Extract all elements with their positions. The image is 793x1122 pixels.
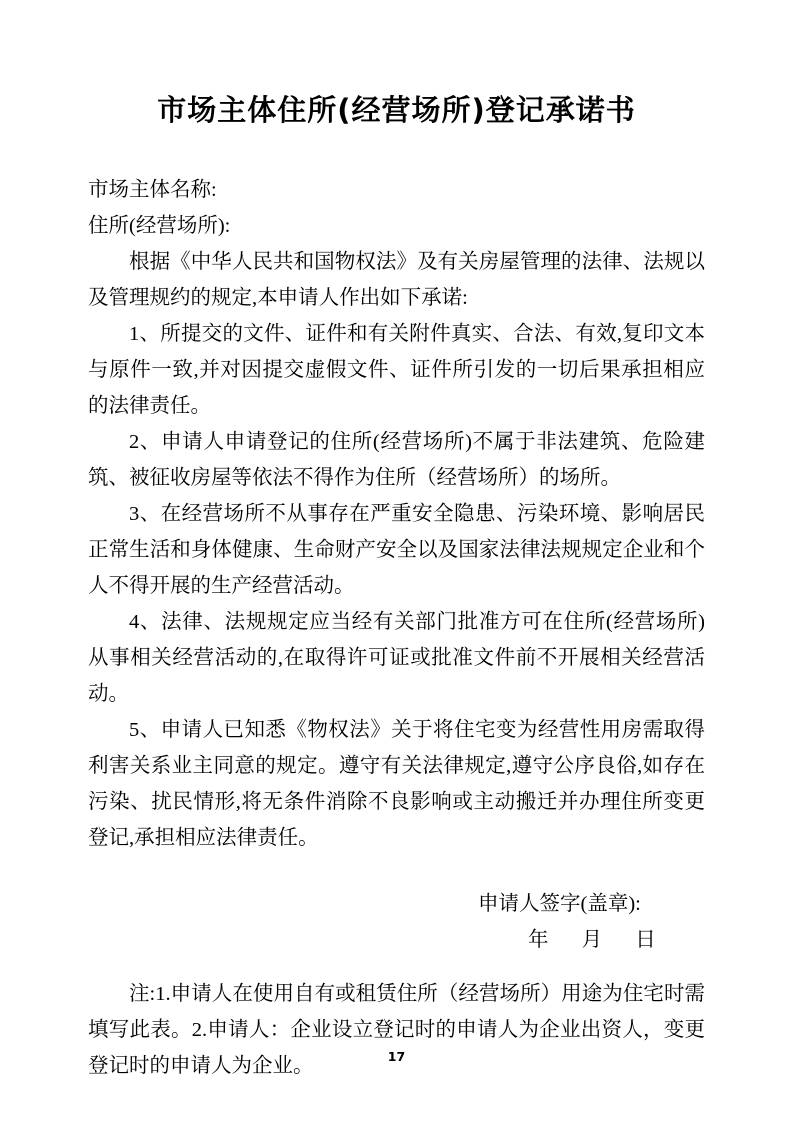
document-body [88,172,705,856]
clause-1: 1、所提交的文件、证件和有关附件真实、合法、有效,复印文本与原件一致,并对因提交虚假文件、证件所引发的一切后果承担相应的法律责任。 [88,322,705,417]
note-1: 注:1.申请人在使用自有或租赁住所（经营场所）用途为住宅时需填写此表。2.申请人：企业设立登记时的申请人为企业出资人，变更登记时的申请人为企业。 [88,982,705,1077]
notes-block [88,976,705,1084]
intro-paragraph: 根据《中华人民共和国物权法》及有关房屋管理的法律、法规以及管理规约的规定,本申请人作出如下承诺: [88,250,705,309]
date-line: 年 月 日 [528,928,670,951]
clause-2: 2、申请人申请登记的住所(经营场所)不属于非法建筑、危险建筑、被征收房屋等依法不得作为住所（经营场所）的场所。 [88,430,705,489]
signature-label: 申请人签字(盖章): [478,892,641,915]
clause-4: 4、法律、法规规定应当经有关部门批准方可在住所(经营场所)从事相关经营活动的,在取得许可证或批准文件前不开展相关经营活动。 [88,610,705,705]
field-entity-name: 市场主体名称: [88,178,217,201]
signature-block [88,886,705,958]
page-number: 17 [387,1049,406,1064]
clause-3: 3、在经营场所不从事存在严重安全隐患、污染环境、影响居民正常生活和身体健康、生命财产安全以及国家法律法规规定企业和个人不得开展的生产经营活动。 [88,502,705,597]
page-title: 市场主体住所(经营场所)登记承诺书 [157,93,636,127]
field-address: 住所(经营场所): [88,214,231,237]
clause-5: 5、申请人已知悉《物权法》关于将住宅变为经营性用房需取得利害关系业主同意的规定。遵守有关法律规定,遵守公序良俗,如存在污染、扰民情形,将无条件消除不良影响或主动搬迁并办理住所变更登记,承担相应法律责任。 [88,718,705,849]
